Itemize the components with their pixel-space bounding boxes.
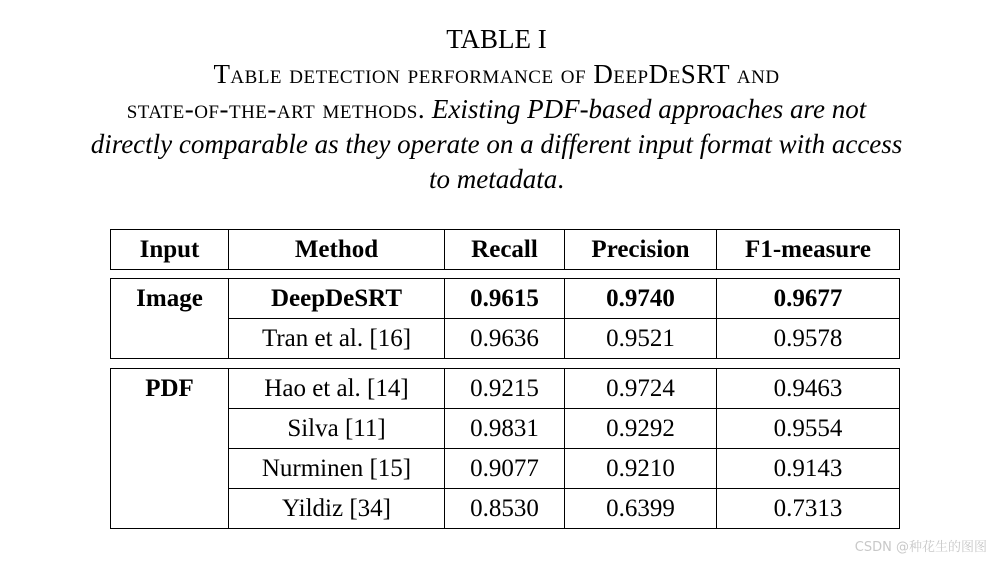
recall-cell: 0.9831 <box>445 409 565 449</box>
f1-cell: 0.9143 <box>717 449 900 489</box>
f1-cell: 0.9578 <box>717 319 900 359</box>
header-input: Input <box>111 230 229 270</box>
table-label: TABLE I <box>446 24 547 54</box>
table-caption <box>0 22 993 197</box>
header-method: Method <box>229 230 445 270</box>
group-input-empty <box>111 319 229 359</box>
f1-cell: 0.9463 <box>717 369 900 409</box>
f1-cell: 0.7313 <box>717 489 900 529</box>
table-header <box>110 229 900 270</box>
caption-note-line4: to metadata <box>429 164 558 194</box>
recall-cell: 0.9215 <box>445 369 565 409</box>
recall-cell: 0.9615 <box>445 279 565 319</box>
group-input-pdf: PDF <box>111 369 229 409</box>
header-row <box>111 230 900 270</box>
caption-title-line1: Table detection performance of DeepDeSRT and <box>213 59 780 89</box>
recall-cell: 0.9077 <box>445 449 565 489</box>
caption-title-line2: state-of-the-art methods. <box>126 94 426 124</box>
table-row <box>111 489 900 529</box>
group-input-empty <box>111 489 229 529</box>
caption-note-line2: Existing PDF-based approaches are not <box>431 94 867 124</box>
caption-period: . <box>557 164 564 194</box>
method-cell: Nurminen [15] <box>229 449 445 489</box>
method-cell: Hao et al. [14] <box>229 369 445 409</box>
group-input-empty <box>111 449 229 489</box>
method-cell: Silva [11] <box>229 409 445 449</box>
header-f1: F1-measure <box>717 230 900 270</box>
table-row <box>111 409 900 449</box>
caption-note-line3: directly comparable as they operate on a different input format with access <box>90 129 903 159</box>
table-row <box>111 319 900 359</box>
recall-cell: 0.9636 <box>445 319 565 359</box>
group-input-empty <box>111 409 229 449</box>
image-group-table <box>110 278 900 359</box>
method-cell: Tran et al. [16] <box>229 319 445 359</box>
precision-cell: 0.9521 <box>565 319 717 359</box>
precision-cell: 0.6399 <box>565 489 717 529</box>
header-precision: Precision <box>565 230 717 270</box>
method-cell: Yildiz [34] <box>229 489 445 529</box>
f1-cell: 0.9677 <box>717 279 900 319</box>
header-recall: Recall <box>445 230 565 270</box>
watermark: CSDN @种花生的图图 <box>854 540 987 555</box>
table-row <box>111 449 900 489</box>
f1-cell: 0.9554 <box>717 409 900 449</box>
precision-cell: 0.9724 <box>565 369 717 409</box>
recall-cell: 0.8530 <box>445 489 565 529</box>
precision-cell: 0.9210 <box>565 449 717 489</box>
pdf-group-table <box>110 368 900 529</box>
method-cell: DeepDeSRT <box>229 279 445 319</box>
precision-cell: 0.9740 <box>565 279 717 319</box>
precision-cell: 0.9292 <box>565 409 717 449</box>
group-input-image: Image <box>111 279 229 319</box>
table-row <box>111 369 900 409</box>
table-row <box>111 279 900 319</box>
